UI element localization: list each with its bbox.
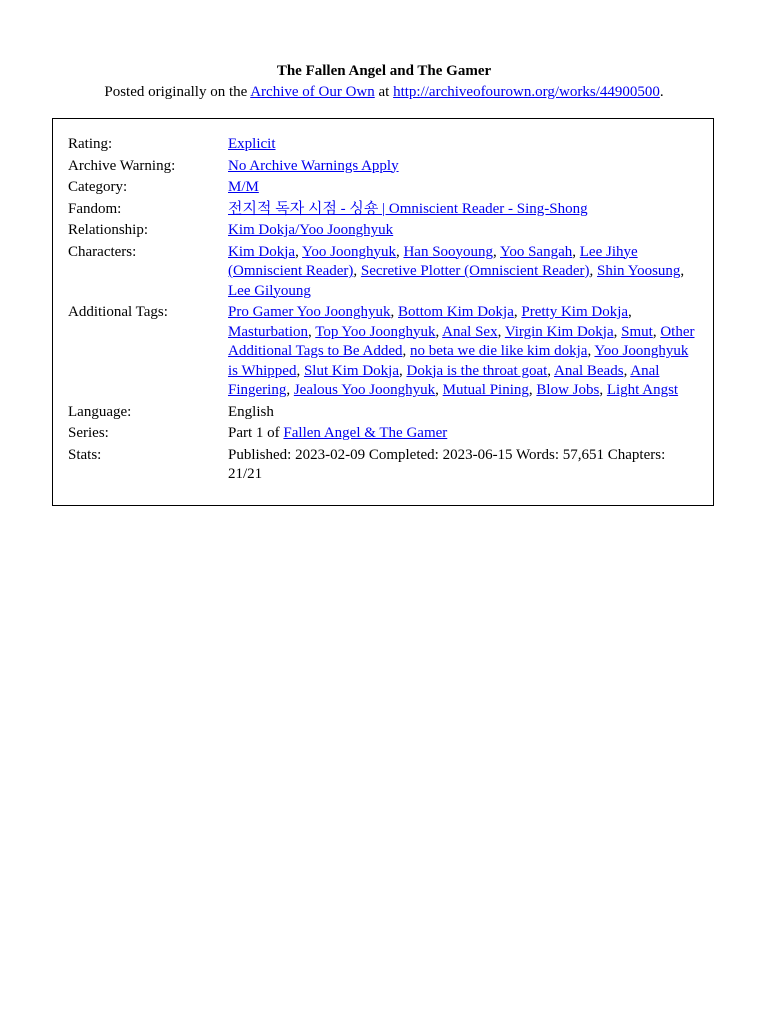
characters-row <box>68 243 698 302</box>
character-link[interactable]: Han Sooyoung <box>403 243 494 260</box>
tag-link[interactable]: Dokja is the throat goat <box>406 362 548 379</box>
language-row <box>68 403 698 423</box>
character-link[interactable]: Secretive Plotter (Omniscient Reader) <box>360 263 590 279</box>
characters-label: Characters: <box>68 243 137 260</box>
series-row <box>68 424 698 444</box>
tag-link[interactable]: Bottom Kim Dokja <box>398 304 514 320</box>
work-title: The Fallen Angel and The Gamer <box>276 63 492 79</box>
character-link[interactable]: Lee Gilyoung <box>228 282 311 299</box>
tag-link[interactable]: Anal Beads <box>553 362 624 379</box>
tag-link[interactable]: Light Angst <box>606 382 679 398</box>
category-label: Category: <box>68 179 128 195</box>
character-link[interactable]: Lee Jihye (Omniscient Reader) <box>228 243 638 279</box>
tag-link[interactable]: Virgin Kim Dokja <box>504 323 614 340</box>
posted-line <box>0 82 768 102</box>
work-url-link[interactable]: http://archiveofourown.org/works/44900500 <box>393 83 660 100</box>
tag-link[interactable]: Anal Fingering <box>228 362 660 398</box>
tag-link[interactable]: Other Additional Tags to Be Added <box>228 323 695 359</box>
stats-value: Published: 2023-02-09 Completed: 2023-06-15 Words: 57,651 Chapters: 21/21 <box>228 446 666 482</box>
series-prefix: Part 1 of <box>228 425 284 441</box>
relationship-link[interactable]: Kim Dokja/Yoo Joonghyuk <box>228 222 394 238</box>
stats-label: Stats: <box>68 446 102 463</box>
language-value: English <box>228 403 274 420</box>
series-label: Series: <box>68 425 109 441</box>
rating-label: Rating: <box>68 136 113 152</box>
tag-link[interactable]: Blow Jobs <box>536 382 600 398</box>
character-link[interactable]: Kim Dokja <box>228 243 296 260</box>
rating-link[interactable]: Explicit <box>228 136 276 152</box>
warning-link[interactable]: No Archive Warnings Apply <box>228 157 399 174</box>
work-metadata-box <box>52 118 714 506</box>
fandom-link[interactable]: 전지적 독자 시점 - 싱숑 | Omniscient Reader - Sing-Shong <box>228 200 588 217</box>
character-link[interactable]: Yoo Sangah <box>500 243 573 260</box>
relationship-row <box>68 221 698 241</box>
stats-row <box>68 446 698 485</box>
tag-link[interactable]: Slut Kim Dokja <box>303 362 399 379</box>
tag-link[interactable]: Top Yoo Joonghyuk <box>315 323 436 340</box>
tags-row <box>68 303 698 401</box>
tag-link[interactable]: Yoo Joonghyuk is Whipped <box>228 343 689 379</box>
tag-link[interactable]: no beta we die like kim dokja <box>410 343 588 359</box>
tag-link[interactable]: Pretty Kim Dokja <box>521 304 629 320</box>
category-row <box>68 178 698 198</box>
fandom-row <box>68 200 698 220</box>
posted-prefix: Posted originally on the <box>104 83 251 100</box>
tags-label: Additional Tags: <box>68 304 168 320</box>
character-link[interactable]: Shin Yoosung <box>597 263 681 279</box>
work-header <box>0 0 768 102</box>
fandom-label: Fandom: <box>68 200 122 217</box>
archive-link[interactable]: Archive of Our Own <box>250 83 375 100</box>
tag-link[interactable]: Mutual Pining <box>442 382 529 398</box>
warning-label: Archive Warning: <box>68 157 176 174</box>
posted-middle: at <box>374 83 394 100</box>
language-label: Language: <box>68 403 132 420</box>
posted-suffix: . <box>659 83 664 100</box>
tag-link[interactable]: Anal Sex <box>442 323 498 340</box>
warning-row <box>68 157 698 177</box>
characters-list: Kim Dokja, Yoo Joonghyuk, Han Sooyoung, Yoo Sangah, Lee Jihye (Omniscient Reader), Secretive Plotter (Omniscient Reader), Shin Yoosung, Lee Gilyoung <box>228 243 685 299</box>
rating-row <box>68 135 698 155</box>
category-link[interactable]: M/M <box>228 179 259 195</box>
tag-link[interactable]: Pro Gamer Yoo Joonghyuk <box>228 304 391 320</box>
tag-link[interactable]: Masturbation <box>228 323 308 340</box>
character-link[interactable]: Yoo Joonghyuk <box>302 243 396 260</box>
series-link[interactable]: Fallen Angel & The Gamer <box>283 425 448 441</box>
tag-link[interactable]: Smut <box>621 323 653 340</box>
relationship-label: Relationship: <box>68 222 148 238</box>
tag-link[interactable]: Jealous Yoo Joonghyuk <box>293 382 436 398</box>
tags-list: Pro Gamer Yoo Joonghyuk, Bottom Kim Dokja, Pretty Kim Dokja, Masturbation, Top Yoo Joonghyuk, Anal Sex, Virgin Kim Dokja, Smut, Other Additional Tags to Be Added, no beta we die like kim dokja, Yoo Joonghyuk is Whipped, Slut Kim Dokja, Dokja is the throat goat, Anal Beads, Anal Fingering, Jealous Yoo Joonghyuk, Mutual Pining, Blow Jobs, Light Angst <box>228 304 695 398</box>
